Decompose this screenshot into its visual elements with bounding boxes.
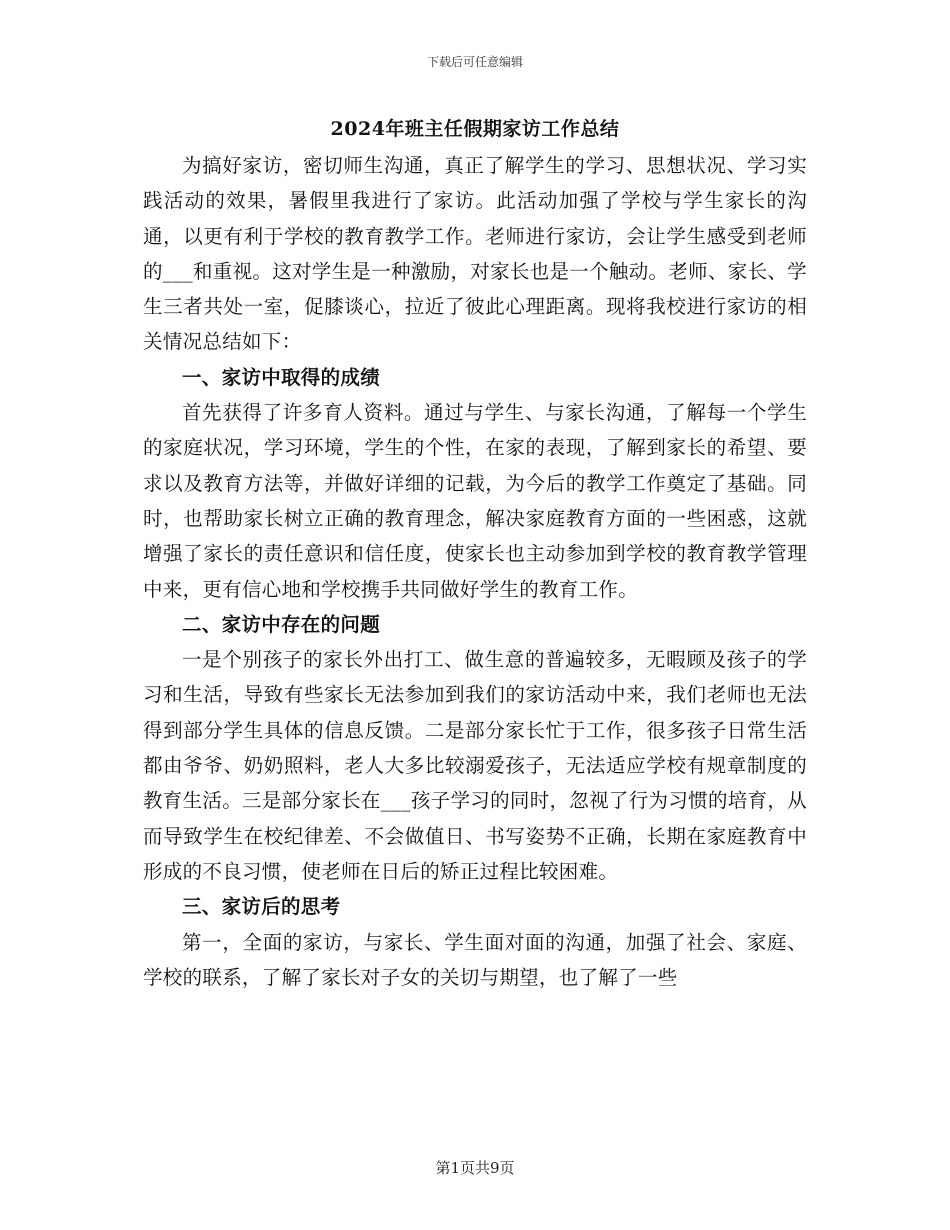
- section-heading-reflections: 三、家访后的思考: [182, 895, 341, 919]
- section-body-problems: 一是个别孩子的家长外出打工、做生意的普遍较多，无暇顾及孩子的学习和生活，导致有些家长无法参加到我们的家访活动中来，我们老师也无法得到部分学生具体的信息反馈。二是部分家长忙于工作，很多孩子日常生活都由爷爷、奶奶照料，老人大多比较溺爱孩子，无法适应学校有规章制度的教育生活。三是部分家长在___孩子学习的同时，忽视了行为习惯的培育，从而导致学生在校纪律差、不会做值日、书写姿势不正确，长期在家庭教育中形成的不良习惯，使老师在日后的矫正过程比较困难。: [143, 648, 807, 883]
- section-body-reflections: 第一，全面的家访，与家长、学生面对面的沟通，加强了社会、家庭、学校的联系，了解了家长对子女的关切与期望，也了解了一些: [143, 930, 807, 989]
- section-body-achievements: 首先获得了许多育人资料。通过与学生、与家长沟通，了解每一个学生的家庭状况，学习环境，学生的个性，在家的表现，了解到家长的希望、要求以及教育方法等，并做好详细的记载，为今后的教学工作奠定了基础。同时，也帮助家长树立正确的教育理念，解决家庭教育方面的一些困惑，这就增强了家长的责任意识和信任度，使家长也主动参加到学校的教育教学管理中来，更有信心地和学校携手共同做好学生的教育工作。: [143, 401, 807, 601]
- intro-paragraph: 为搞好家访，密切师生沟通，真正了解学生的学习、思想状况、学习实践活动的效果，暑假里我进行了家访。此活动加强了学校与学生家长的沟通，以更有利于学校的教育教学工作。老师进行家访，会让学生感受到老师的___和重视。这对学生是一种激励，对家长也是一个触动。老师、家长、学生三者共处一室，促膝谈心，拉近了彼此心理距离。现将我校进行家访的相关情况总结如下：: [143, 154, 807, 354]
- page-header-note: 下载后可任意编辑: [426, 55, 523, 69]
- document-title: 2024年班主任假期家访工作总结: [330, 118, 620, 140]
- section-heading-problems: 二、家访中存在的问题: [182, 612, 381, 636]
- page-number-indicator: 第1页共9页: [435, 1159, 515, 1177]
- section-heading-achievements: 一、家访中取得的成绩: [182, 365, 381, 389]
- document-body: [143, 110, 807, 995]
